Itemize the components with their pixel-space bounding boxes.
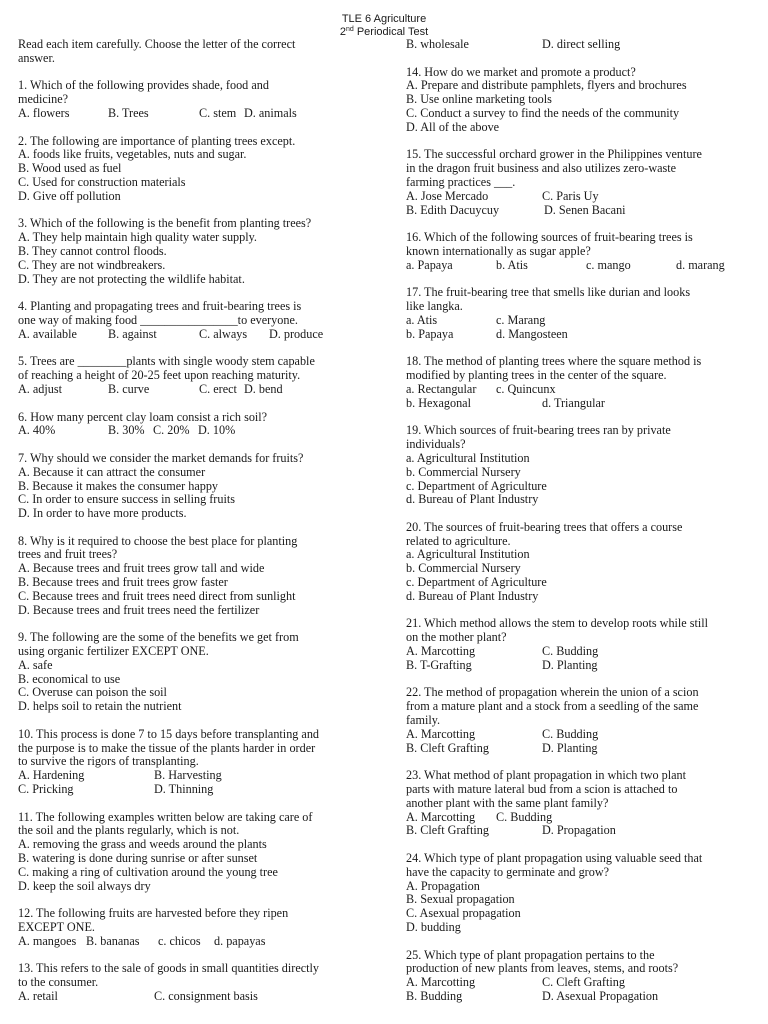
answer-option: a. Atis — [406, 312, 438, 327]
answer-option: B. Cleft Grafting — [406, 740, 489, 755]
answer-option: A. flowers — [18, 105, 70, 120]
answer-option: B. watering is done during sunrise or after sunset — [18, 851, 258, 866]
answer-option: c. mango — [586, 257, 631, 272]
question-stem-line: from a mature plant and a stock from a seedling of the same — [406, 699, 699, 714]
answer-option: B. bananas — [86, 933, 140, 948]
answer-option: D. budding — [406, 920, 461, 934]
answer-options-row — [406, 728, 756, 742]
answer-option: A. Marcotting — [406, 975, 476, 990]
question-20 — [406, 521, 756, 604]
answer-option: A. mangoes — [18, 933, 77, 948]
answer-option: A. Marcotting — [406, 726, 476, 741]
question-stem-line: related to agriculture. — [406, 533, 511, 548]
question-21 — [406, 617, 756, 672]
answer-options-row — [18, 769, 368, 783]
answer-option: B. against — [108, 326, 157, 341]
answer-option: B. economical to use — [18, 671, 121, 686]
answer-option: A. adjust — [18, 381, 63, 396]
question-15 — [406, 148, 756, 217]
answer-option: C. Asexual propagation — [406, 906, 521, 921]
question-stem-line: individuals? — [406, 437, 466, 452]
answer-option: C. Pricking — [18, 782, 74, 797]
answer-option: a. Agricultural Institution — [406, 547, 530, 562]
answer-options-row — [406, 990, 756, 1004]
answer-options-row — [18, 783, 368, 797]
answer-option: D. produce — [269, 326, 324, 341]
question-stem-line: production of new plants from leaves, stems, and roots? — [406, 961, 679, 976]
question-stem-line: in the dragon fruit business and also utilizes zero-waste — [406, 161, 677, 176]
question-stem-line: have the capacity to germinate and grow? — [406, 864, 610, 879]
question-8 — [18, 535, 368, 618]
left-column — [18, 38, 368, 1004]
answer-option: D. bend — [244, 381, 283, 396]
answer-option: A. Marcotting — [406, 644, 476, 659]
question-4 — [18, 300, 368, 341]
answer-option: c. Department of Agriculture — [406, 478, 547, 493]
answer-option: A. retail — [18, 988, 58, 1003]
answer-options-row — [406, 314, 756, 328]
answer-option: D. They are not protecting the wildlife habitat. — [18, 271, 245, 286]
answer-option: a. Agricultural Institution — [406, 450, 530, 465]
question-stem-line: medicine? — [18, 92, 69, 107]
answer-option: B. Harvesting — [154, 768, 222, 783]
question-10 — [18, 728, 368, 797]
answer-option: b. Commercial Nursery — [406, 561, 521, 576]
question-stem-line: family. — [406, 713, 441, 728]
question-19 — [406, 424, 756, 507]
question-2 — [18, 135, 368, 204]
answer-option: C. making a ring of cultivation around the young tree — [18, 864, 278, 879]
answer-option: C. always — [199, 326, 248, 341]
question-stem-line: 11. The following examples written below are taking care of — [18, 809, 313, 824]
question-stem-line: farming practices ___. — [406, 174, 516, 189]
answer-option: C. Overuse can poison the soil — [18, 685, 167, 700]
question-stem-line: 18. The method of planting trees where the square method is — [406, 354, 702, 369]
answer-option: A. Because it can attract the consumer — [18, 464, 206, 479]
answer-options-row — [406, 383, 756, 397]
answer-option: A. Propagation — [406, 878, 480, 893]
answer-option: C. Used for construction materials — [18, 174, 186, 189]
answer-option: C. Budding — [542, 644, 599, 659]
answer-option: D. Senen Bacani — [544, 202, 626, 217]
answer-option: a. Rectangular — [406, 381, 477, 396]
answer-option: B. Because it makes the consumer happy — [18, 478, 219, 493]
question-stem-line: the soil and the plants regularly, which is not. — [18, 823, 240, 838]
answer-option: C. consignment basis — [154, 988, 258, 1003]
question-stem-line: trees and fruit trees? — [18, 547, 118, 562]
answer-option: b. Commercial Nursery — [406, 464, 521, 479]
answer-option: A. Jose Mercado — [406, 188, 489, 203]
answer-option: A. Marcotting — [406, 809, 476, 824]
question-stem-line: 10. This process is done 7 to 15 days before transplanting and — [18, 726, 320, 741]
answer-option: B. Sexual propagation — [406, 892, 515, 907]
question-stem-line: 23. What method of plant propagation in which two plant — [406, 768, 687, 783]
answer-options-row — [406, 811, 756, 825]
answer-option: C. Because trees and fruit trees need direct from sunlight — [18, 588, 296, 603]
question-stem-line: 13. This refers to the sale of goods in small quantities directly — [18, 961, 320, 976]
answer-option: D. Planting — [542, 657, 598, 672]
question-23 — [406, 769, 756, 838]
answer-option: C. Budding — [542, 726, 599, 741]
answer-option: D. Thinning — [154, 782, 214, 797]
question-stem-line: 5. Trees are ________plants with single woody stem capable — [18, 354, 315, 369]
question-7 — [18, 452, 368, 521]
answer-option: C. Paris Uy — [542, 188, 599, 203]
answer-option: A. Prepare and distribute pamphlets, flyers and brochures — [406, 78, 687, 93]
answer-option: C. Conduct a survey to find the needs of the community — [406, 105, 680, 120]
question-13 — [18, 962, 368, 1003]
question-3 — [18, 217, 368, 286]
subtitle-part: Periodical Test — [353, 26, 429, 38]
answer-options-row — [406, 259, 756, 273]
answer-option: a. Papaya — [406, 257, 453, 272]
answer-option: C. Budding — [496, 809, 553, 824]
question-stem-line: to the consumer. — [18, 975, 99, 990]
answer-option: D. All of the above — [406, 119, 500, 134]
answer-option: D. direct selling — [542, 37, 621, 51]
question-stem-line: another plant with the same plant family? — [406, 795, 609, 810]
question-stem-line: the purpose is to make the tissue of the plants harder in order — [18, 740, 316, 755]
answer-option: b. Atis — [496, 257, 528, 272]
question-stem-line: using organic fertilizer EXCEPT ONE. — [18, 644, 209, 659]
answer-option: D. 10% — [198, 423, 236, 438]
instructions-line: Read each item carefully. Choose the letter of the correct — [18, 37, 296, 51]
answer-option: D. Propagation — [542, 823, 616, 838]
question-stem-line: 22. The method of propagation wherein the union of a scion — [406, 685, 699, 700]
answer-option: C. stem — [199, 105, 237, 120]
answer-option: A. available — [18, 326, 77, 341]
question-stem-line: 21. Which method allows the stem to develop roots while still — [406, 616, 709, 631]
question-stem-line: 6. How many percent clay loam consist a rich soil? — [18, 409, 268, 424]
answer-option: C. Cleft Grafting — [542, 975, 625, 990]
answer-option: A. 40% — [18, 423, 56, 438]
answer-option: c. Marang — [496, 312, 546, 327]
answer-option: D. Planting — [542, 740, 598, 755]
answer-option: d. Bureau of Plant Industry — [406, 588, 539, 603]
question-stem-line: 12. The following fruits are harvested before they ripen — [18, 906, 289, 921]
answer-option: C. They are not windbreakers. — [18, 257, 166, 272]
question-stem-line: one way of making food ________________to everyone. — [18, 312, 298, 327]
answer-option: A. Because trees and fruit trees grow tall and wide — [18, 561, 265, 576]
question-16 — [406, 231, 756, 272]
answer-option: A. removing the grass and weeds around the plants — [18, 837, 267, 852]
question-stem-line: 16. Which of the following sources of fruit-bearing trees is — [406, 230, 693, 245]
answer-option: D. Asexual Propagation — [542, 988, 659, 1003]
answer-options-row — [406, 659, 756, 673]
answer-option: B. Trees — [108, 105, 149, 120]
answer-option: d. marang — [676, 257, 725, 272]
question-1 — [18, 79, 368, 120]
answer-option: A. Hardening — [18, 768, 85, 783]
answer-option: C. 20% — [153, 423, 190, 438]
answer-options-row — [18, 328, 368, 342]
question-stem-line: parts with mature lateral bud from a scion is attached to — [406, 782, 678, 797]
question-11 — [18, 811, 368, 894]
answer-option: D. Because trees and fruit trees need the fertilizer — [18, 602, 260, 617]
answer-options-row — [406, 645, 756, 659]
question-stem-line: 8. Why is it required to choose the best place for planting — [18, 533, 298, 548]
question-stem-line: to survive the rigors of transplanting. — [18, 754, 199, 769]
answer-option: B. Use online marketing tools — [406, 92, 552, 107]
answer-option: b. Papaya — [406, 326, 454, 341]
question-17 — [406, 286, 756, 341]
question-stem-line: 9. The following are the some of the benefits we get from — [18, 630, 299, 645]
answer-option: A. safe — [18, 657, 53, 672]
answer-options-row — [18, 424, 368, 438]
instructions — [18, 38, 368, 66]
instructions-line: answer. — [18, 50, 55, 65]
answer-option: A. foods like fruits, vegetables, nuts and sugar. — [18, 147, 247, 162]
question-13-continued — [406, 38, 756, 52]
question-stem-line: 14. How do we market and promote a product? — [406, 64, 636, 79]
question-stem-line: 17. The fruit-bearing tree that smells like durian and looks — [406, 285, 691, 300]
answer-options-row — [406, 742, 756, 756]
answer-options-row — [406, 328, 756, 342]
answer-option: D. In order to have more products. — [18, 506, 187, 521]
question-stem-line: known internationally as sugar apple? — [406, 243, 591, 258]
right-column — [406, 38, 756, 1004]
answer-option: A. They help maintain high quality water supply. — [18, 230, 257, 245]
answer-options-row — [406, 204, 756, 218]
answer-options-row — [18, 107, 368, 121]
question-stem-line: 2. The following are importance of planting trees except. — [18, 133, 296, 148]
question-stem-line: 20. The sources of fruit-bearing trees that offers a course — [406, 519, 683, 534]
answer-option: d. papayas — [214, 933, 266, 948]
question-stem-line: 1. Which of the following provides shade, food and — [18, 78, 269, 93]
question-stem-line: EXCEPT ONE. — [18, 920, 95, 934]
question-6 — [18, 411, 368, 439]
subtitle-part: nd — [345, 26, 354, 33]
answer-option: B. 30% — [108, 423, 145, 438]
answer-options-row — [18, 935, 368, 949]
answer-option: C. In order to ensure success in selling fruits — [18, 492, 235, 507]
question-stem-line: 15. The successful orchard grower in the Philippines venture — [406, 147, 702, 162]
answer-option: B. Because trees and fruit trees grow faster — [18, 575, 228, 590]
answer-option: d. Triangular — [542, 395, 605, 410]
answer-option: c. Department of Agriculture — [406, 575, 547, 590]
question-14 — [406, 66, 756, 135]
answer-options-row — [406, 190, 756, 204]
answer-option: c. Quincunx — [496, 381, 556, 396]
answer-option: B. Wood used as fuel — [18, 161, 122, 176]
question-stem-line: 24. Which type of plant propagation using valuable seed that — [406, 851, 703, 866]
question-22 — [406, 686, 756, 755]
question-stem-line: 7. Why should we consider the market demands for fruits? — [18, 450, 304, 465]
question-stem-line: of reaching a height of 20-25 feet upon reaching maturity. — [18, 368, 301, 383]
question-stem-line: 4. Planting and propagating trees and fruit-bearing trees is — [18, 299, 302, 314]
answer-option: c. chicos — [158, 933, 201, 948]
question-stem-line: 19. Which sources of fruit-bearing trees ran by private — [406, 423, 671, 438]
question-25 — [406, 949, 756, 1004]
answer-option: B. wholesale — [406, 37, 469, 51]
answer-option: D. helps soil to retain the nutrient — [18, 699, 182, 714]
question-stem-line: like langka. — [406, 299, 463, 314]
answer-options-row — [406, 976, 756, 990]
answer-option: B. T-Grafting — [406, 657, 472, 672]
answer-option: D. Give off pollution — [18, 188, 121, 203]
question-stem-line: 3. Which of the following is the benefit from planting trees? — [18, 216, 312, 231]
answer-option: B. Cleft Grafting — [406, 823, 489, 838]
answer-option: D. keep the soil always dry — [18, 878, 151, 893]
answer-option: D. animals — [244, 105, 297, 120]
answer-options-row — [406, 397, 756, 411]
question-18 — [406, 355, 756, 410]
answer-option: d. Bureau of Plant Industry — [406, 492, 539, 507]
answer-option: C. erect — [199, 381, 237, 396]
test-title: TLE 6 Agriculture — [341, 13, 427, 25]
question-5 — [18, 355, 368, 396]
answer-option: B. They cannot control floods. — [18, 243, 167, 258]
subtitle-part: 2 — [339, 26, 346, 38]
question-12 — [18, 907, 368, 948]
answer-options-row — [406, 38, 756, 52]
answer-options-row — [406, 824, 756, 838]
answer-option: b. Hexagonal — [406, 395, 471, 410]
answer-options-row — [18, 383, 368, 397]
question-stem-line: on the mother plant? — [406, 630, 507, 645]
answer-options-row — [18, 990, 368, 1004]
question-9 — [18, 631, 368, 714]
answer-option: B. curve — [108, 381, 150, 396]
question-stem-line: modified by planting trees in the center of the square. — [406, 368, 667, 383]
answer-option: B. Edith Dacuycuy — [406, 202, 500, 217]
answer-option: B. Budding — [406, 988, 463, 1003]
question-24 — [406, 852, 756, 935]
answer-option: d. Mangosteen — [496, 326, 568, 341]
question-stem-line: 25. Which type of plant propagation pertains to the — [406, 947, 655, 962]
